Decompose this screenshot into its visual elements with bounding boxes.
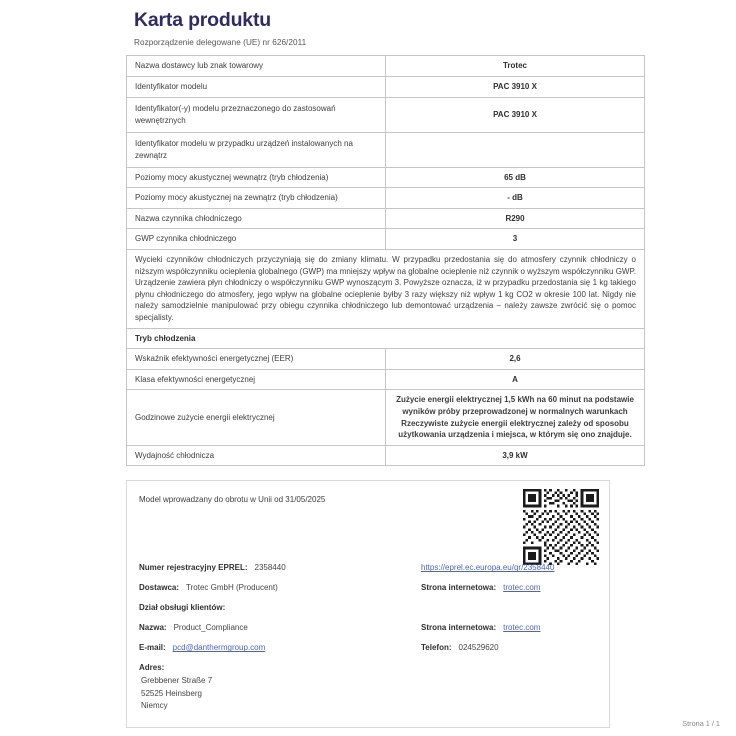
supplier-website [421, 583, 601, 592]
table-row [127, 369, 645, 390]
fiche-sheet [126, 0, 636, 728]
row-label: Poziomy mocy akustycznej na zewnątrz (tryb chłodzenia) [127, 188, 386, 209]
service-name-row [139, 623, 601, 632]
row-value: 3 [386, 229, 645, 250]
regulation-subtitle: Rozporządzenie delegowane (UE) nr 626/2011 [134, 38, 307, 48]
table-section-header-row [127, 328, 645, 349]
service-header-wrap [139, 603, 421, 612]
address-line: 52525 Heinsberg [141, 688, 202, 698]
eprel-url-link[interactable]: https://eprel.ec.europa.eu/qr/2358440 [421, 563, 555, 573]
table-row [127, 229, 645, 250]
row-label: Identyfikator modelu [127, 77, 386, 98]
row-label: Identyfikator modelu w przypadku urządzeń instalowanych na zewnątrz [127, 132, 386, 167]
table-row [127, 77, 645, 98]
eprel-label: Numer rejestracyjny EPREL: [139, 563, 248, 573]
name-value: Product_Compliance [173, 623, 248, 633]
product-fiche-table [126, 55, 645, 466]
section-header: Tryb chłodzenia [127, 328, 645, 349]
service-website [421, 623, 601, 632]
table-row [127, 167, 645, 188]
website-link[interactable]: trotec.com [503, 583, 541, 593]
table-row [127, 349, 645, 370]
contact-details [139, 563, 601, 712]
row-label: Wydajność chłodnicza [127, 445, 386, 466]
table-row [127, 97, 645, 132]
table-row [127, 445, 645, 466]
service-header-row [139, 603, 601, 612]
row-value: 3,9 kW [386, 445, 645, 466]
service-email [139, 643, 421, 652]
row-value [386, 132, 645, 167]
eprel-registration [139, 563, 421, 572]
eprel-row [139, 563, 601, 572]
row-label: Godzinowe zużycie energii elektrycznej [127, 390, 386, 445]
row-label: Identyfikator(-y) modelu przeznaczonego do zastosowań wewnętrznych [127, 97, 386, 132]
market-entry-note: Model wprowadzany do obrotu w Unii od 31/05/2025 [139, 495, 326, 505]
phone-value: 024529620 [458, 643, 499, 653]
row-value: Trotec [386, 56, 645, 77]
service-email-row [139, 643, 601, 652]
email-link[interactable]: pcd@danthermgroup.com [172, 643, 266, 653]
row-value: A [386, 369, 645, 390]
row-value: 2,6 [386, 349, 645, 370]
row-label: Wskaźnik efektywności energetycznej (EER) [127, 349, 386, 370]
row-label: Nazwa czynnika chłodniczego [127, 208, 386, 229]
qr-code [523, 489, 599, 565]
supplier-label: Dostawca: [139, 583, 180, 593]
table-row [127, 208, 645, 229]
row-value: R290 [386, 208, 645, 229]
address-line: Niemcy [141, 701, 168, 711]
customer-service-header: Dział obsługi klientów: [139, 603, 226, 613]
row-value: Zużycie energii elektrycznej 1,5 kWh na 60 minut na podstawie wyników próby przeprowadzonej w normalnych warunkach Rzeczywiste zużycie energii elektrycznej zależy od sposobu użytkowania urządzenia i miejsca, w którym się ono znajduje. [386, 390, 645, 445]
row-value: PAC 3910 X [386, 97, 645, 132]
service-name [139, 623, 421, 632]
website-label: Strona internetowa: [421, 583, 497, 593]
row-value: 65 dB [386, 167, 645, 188]
row-value: - dB [386, 188, 645, 209]
email-label: E-mail: [139, 643, 166, 653]
service-website-label: Strona internetowa: [421, 623, 497, 633]
eprel-url-wrap [421, 563, 601, 572]
supplier-info [139, 583, 421, 592]
contact-footer-box [126, 480, 610, 728]
service-phone [421, 643, 601, 652]
service-website-link[interactable]: trotec.com [503, 623, 541, 633]
page-number: Strona 1 / 1 [682, 719, 720, 728]
phone-label: Telefon: [421, 643, 452, 653]
table-row [127, 132, 645, 167]
table-row-hourly-consumption [127, 390, 645, 445]
address-line: Grebbener Straße 7 [141, 676, 213, 686]
page-title: Karta produktu [134, 9, 271, 31]
name-label: Nazwa: [139, 623, 167, 633]
supplier-row [139, 583, 601, 592]
row-label: Nazwa dostawcy lub znak towarowy [127, 56, 386, 77]
eprel-value: 2358440 [254, 563, 286, 573]
address-label: Adres: [139, 663, 165, 673]
row-label: GWP czynnika chłodniczego [127, 229, 386, 250]
table-row [127, 56, 645, 77]
supplier-value: Trotec GmbH (Producent) [186, 583, 278, 593]
table-row-refrigerant-note [127, 250, 645, 329]
refrigerant-paragraph: Wycieki czynników chłodniczych przyczyniają się do zmiany klimatu. W przypadku przedostania się do atmosfery czynnik chłodniczy o niższym współczynniku ocieplenia globalnego (GWP) ma mniejszy wpływ na globalne ocieplenie niż czynnik o wyższym współczynniku GWP. Urządzenie zawiera płyn chłodniczy o współczynniku GWP wynoszącym 3. Powyższe oznacza, iż w przypadku przedostania się 1 kg takiego płynu chłodniczego do atmosfery, jego wpływ na globalne ocieplenie byłby 3 razy większy niż wpływ 1 kg CO2 w okresie 100 lat. Nigdy nie należy samodzielnie manipulować przy obiegu czynnika chłodniczego lub demontować urządzenia – należy zawsze zwrócić się o pomoc specjalisty. [127, 250, 645, 329]
address-block [139, 663, 601, 712]
row-label: Klasa efektywności energetycznej [127, 369, 386, 390]
row-label: Poziomy mocy akustycznej wewnątrz (tryb chłodzenia) [127, 167, 386, 188]
table-row [127, 188, 645, 209]
row-value: PAC 3910 X [386, 77, 645, 98]
